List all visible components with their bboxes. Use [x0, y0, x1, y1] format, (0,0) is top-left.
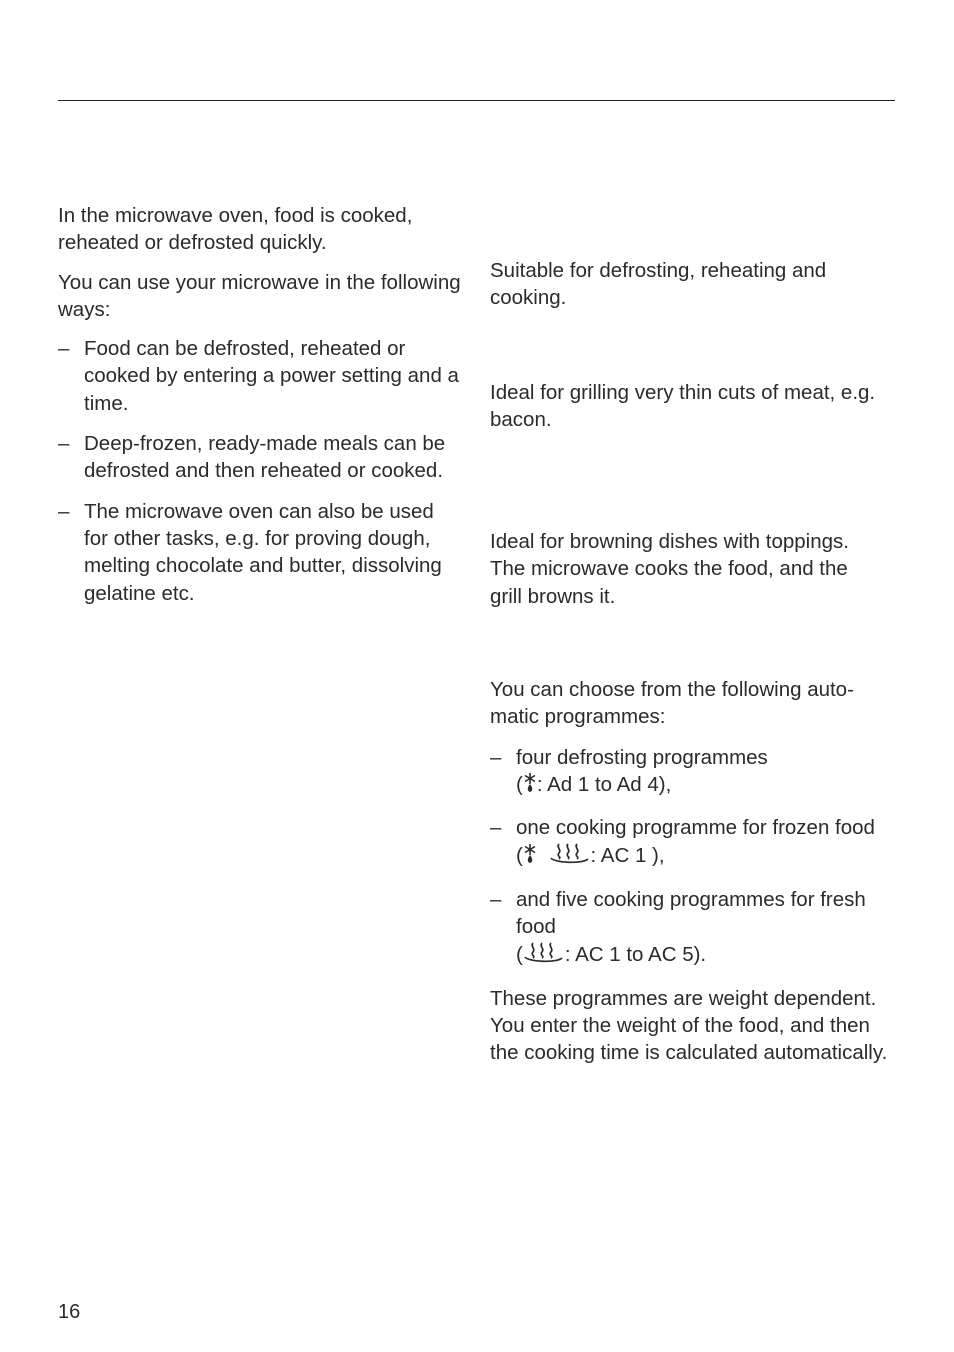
defrost-icon	[523, 772, 537, 801]
defrost-icon	[523, 843, 537, 872]
list-dash: –	[58, 432, 70, 456]
list-dash: –	[490, 816, 502, 840]
list-item-text: one cooking programme for frozen food	[516, 816, 875, 840]
header-rule	[58, 100, 895, 101]
list-item-text: four defrosting programmes	[516, 745, 768, 769]
list-item	[490, 886, 900, 972]
open-paren: (	[516, 844, 523, 868]
list-item	[58, 498, 463, 607]
list-item-text: Food can be defrosted, reheated or cooked by entering a power setting and a time.	[84, 337, 459, 415]
auto-programmes-section	[490, 676, 900, 1067]
list-item	[58, 430, 463, 485]
list-item-text: Deep-frozen, ready-made meals can be defrosted and then reheated or cooked.	[84, 432, 446, 483]
list-item-text: The microwave oven can also be used for other tasks, e.g. for proving dough, melting chocolate and butter, dissolving gelatine etc.	[84, 499, 442, 605]
list-dash: –	[490, 887, 502, 911]
microwave-description: Suitable for defrosting, reheating and cooking.	[490, 259, 827, 310]
cook-steam-icon	[523, 940, 565, 971]
list-dash: –	[58, 499, 70, 523]
cook-steam-icon	[549, 841, 591, 872]
list-item	[490, 744, 900, 802]
intro-paragraph: In the microwave oven, food is cooked, reheated or defrosted quickly.	[58, 204, 413, 255]
left-column	[58, 202, 463, 607]
list-dash: –	[58, 337, 70, 361]
programme-code: : Ad 1 to Ad 4),	[536, 772, 672, 796]
open-paren: (	[516, 772, 523, 796]
auto-programmes-intro: You can choose from the following auto-matic programmes:	[490, 678, 854, 729]
grill-description: Ideal for grilling very thin cuts of meat, e.g. bacon.	[490, 381, 876, 432]
programme-code: : AC 1 to AC 5).	[564, 943, 707, 967]
list-item	[490, 814, 900, 873]
list-item-text: and five cooking programmes for fresh food	[516, 887, 866, 939]
list-dash: –	[490, 745, 502, 769]
uses-intro-paragraph: You can use your microwave in the following ways:	[58, 270, 461, 321]
programme-code: : AC 1 ),	[590, 844, 665, 868]
open-paren: (	[516, 943, 523, 967]
page-number: 16	[58, 1301, 81, 1323]
combi-description: Ideal for browning dishes with toppings. The microwave cooks the food, and the grill browns it.	[490, 530, 849, 608]
list-item	[58, 335, 463, 417]
closing-paragraph: These programmes are weight dependent. You enter the weight of the food, and then the cooking time is calculated automatically.	[490, 986, 888, 1065]
